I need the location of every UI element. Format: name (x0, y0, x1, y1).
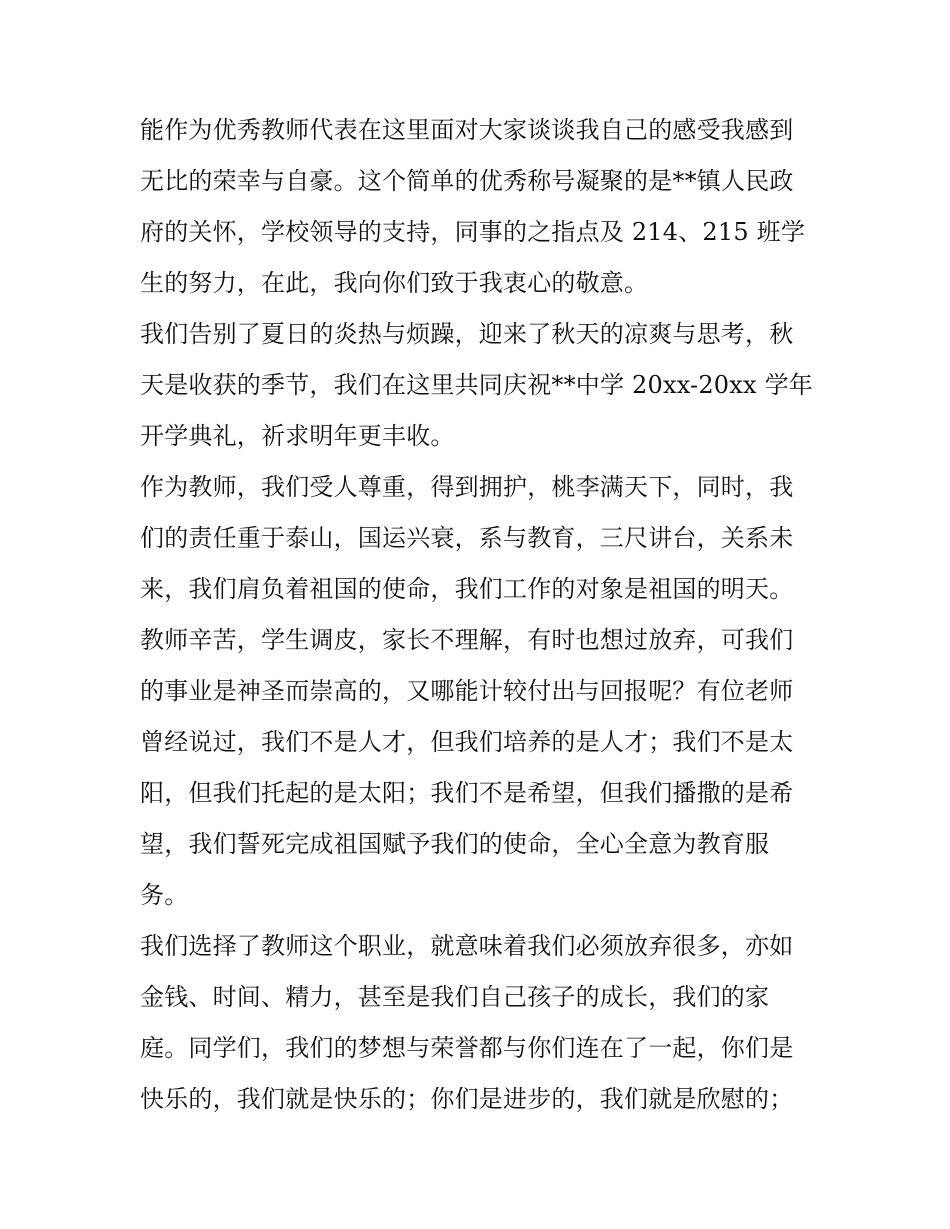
text-line: 生的努力，在此，我向你们致于我衷心的敬意。 (140, 269, 649, 297)
text-line: 的事业是神圣而崇高的，又哪能计较付出与回报呢？有位老师 (140, 677, 794, 705)
text-line: 庭。同学们，我们的梦想与荣誉都与你们连在了一起，你们是 (140, 1034, 794, 1062)
text-line: 来，我们肩负着祖国的使命，我们工作的对象是祖国的明天。 (140, 575, 794, 603)
text-line: 天是收获的季节，我们在这里共同庆祝**中学 20xx-20xx 学年 (140, 371, 813, 399)
text-line: 府的关怀，学校领导的支持，同事的之指点及 214、215 班学 (140, 218, 806, 246)
text-line: 开学典礼，祈求明年更丰收。 (140, 422, 455, 450)
text-line: 阳，但我们托起的是太阳；我们不是希望，但我们播撒的是希 (140, 779, 794, 807)
text-line: 们的责任重于泰山，国运兴衰，系与教育，三尺讲台，关系未 (140, 524, 794, 552)
text-line: 我们选择了教师这个职业，就意味着我们必须放弃很多，亦如 (140, 932, 794, 960)
text-line: 务。 (140, 881, 189, 909)
text-line: 金钱、时间、精力，甚至是我们自己孩子的成长，我们的家 (140, 983, 770, 1011)
body-text (140, 105, 820, 1125)
text-line: 望，我们誓死完成祖国赋予我们的使命，全心全意为教育服 (140, 830, 770, 858)
text-line: 教师辛苦，学生调皮，家长不理解，有时也想过放弃，可我们 (140, 626, 794, 654)
text-line: 曾经说过，我们不是人才，但我们培养的是人才；我们不是太 (140, 728, 794, 756)
text-line: 能作为优秀教师代表在这里面对大家谈谈我自己的感受我感到 (140, 116, 794, 144)
text-line: 我们告别了夏日的炎热与烦躁，迎来了秋天的凉爽与思考，秋 (140, 320, 794, 348)
text-line: 快乐的，我们就是快乐的；你们是进步的，我们就是欣慰的； (140, 1085, 794, 1113)
text-line: 作为教师，我们受人尊重，得到拥护，桃李满天下，同时，我 (140, 473, 794, 501)
text-line: 无比的荣幸与自豪。这个简单的优秀称号凝聚的是**镇人民政 (140, 167, 794, 195)
